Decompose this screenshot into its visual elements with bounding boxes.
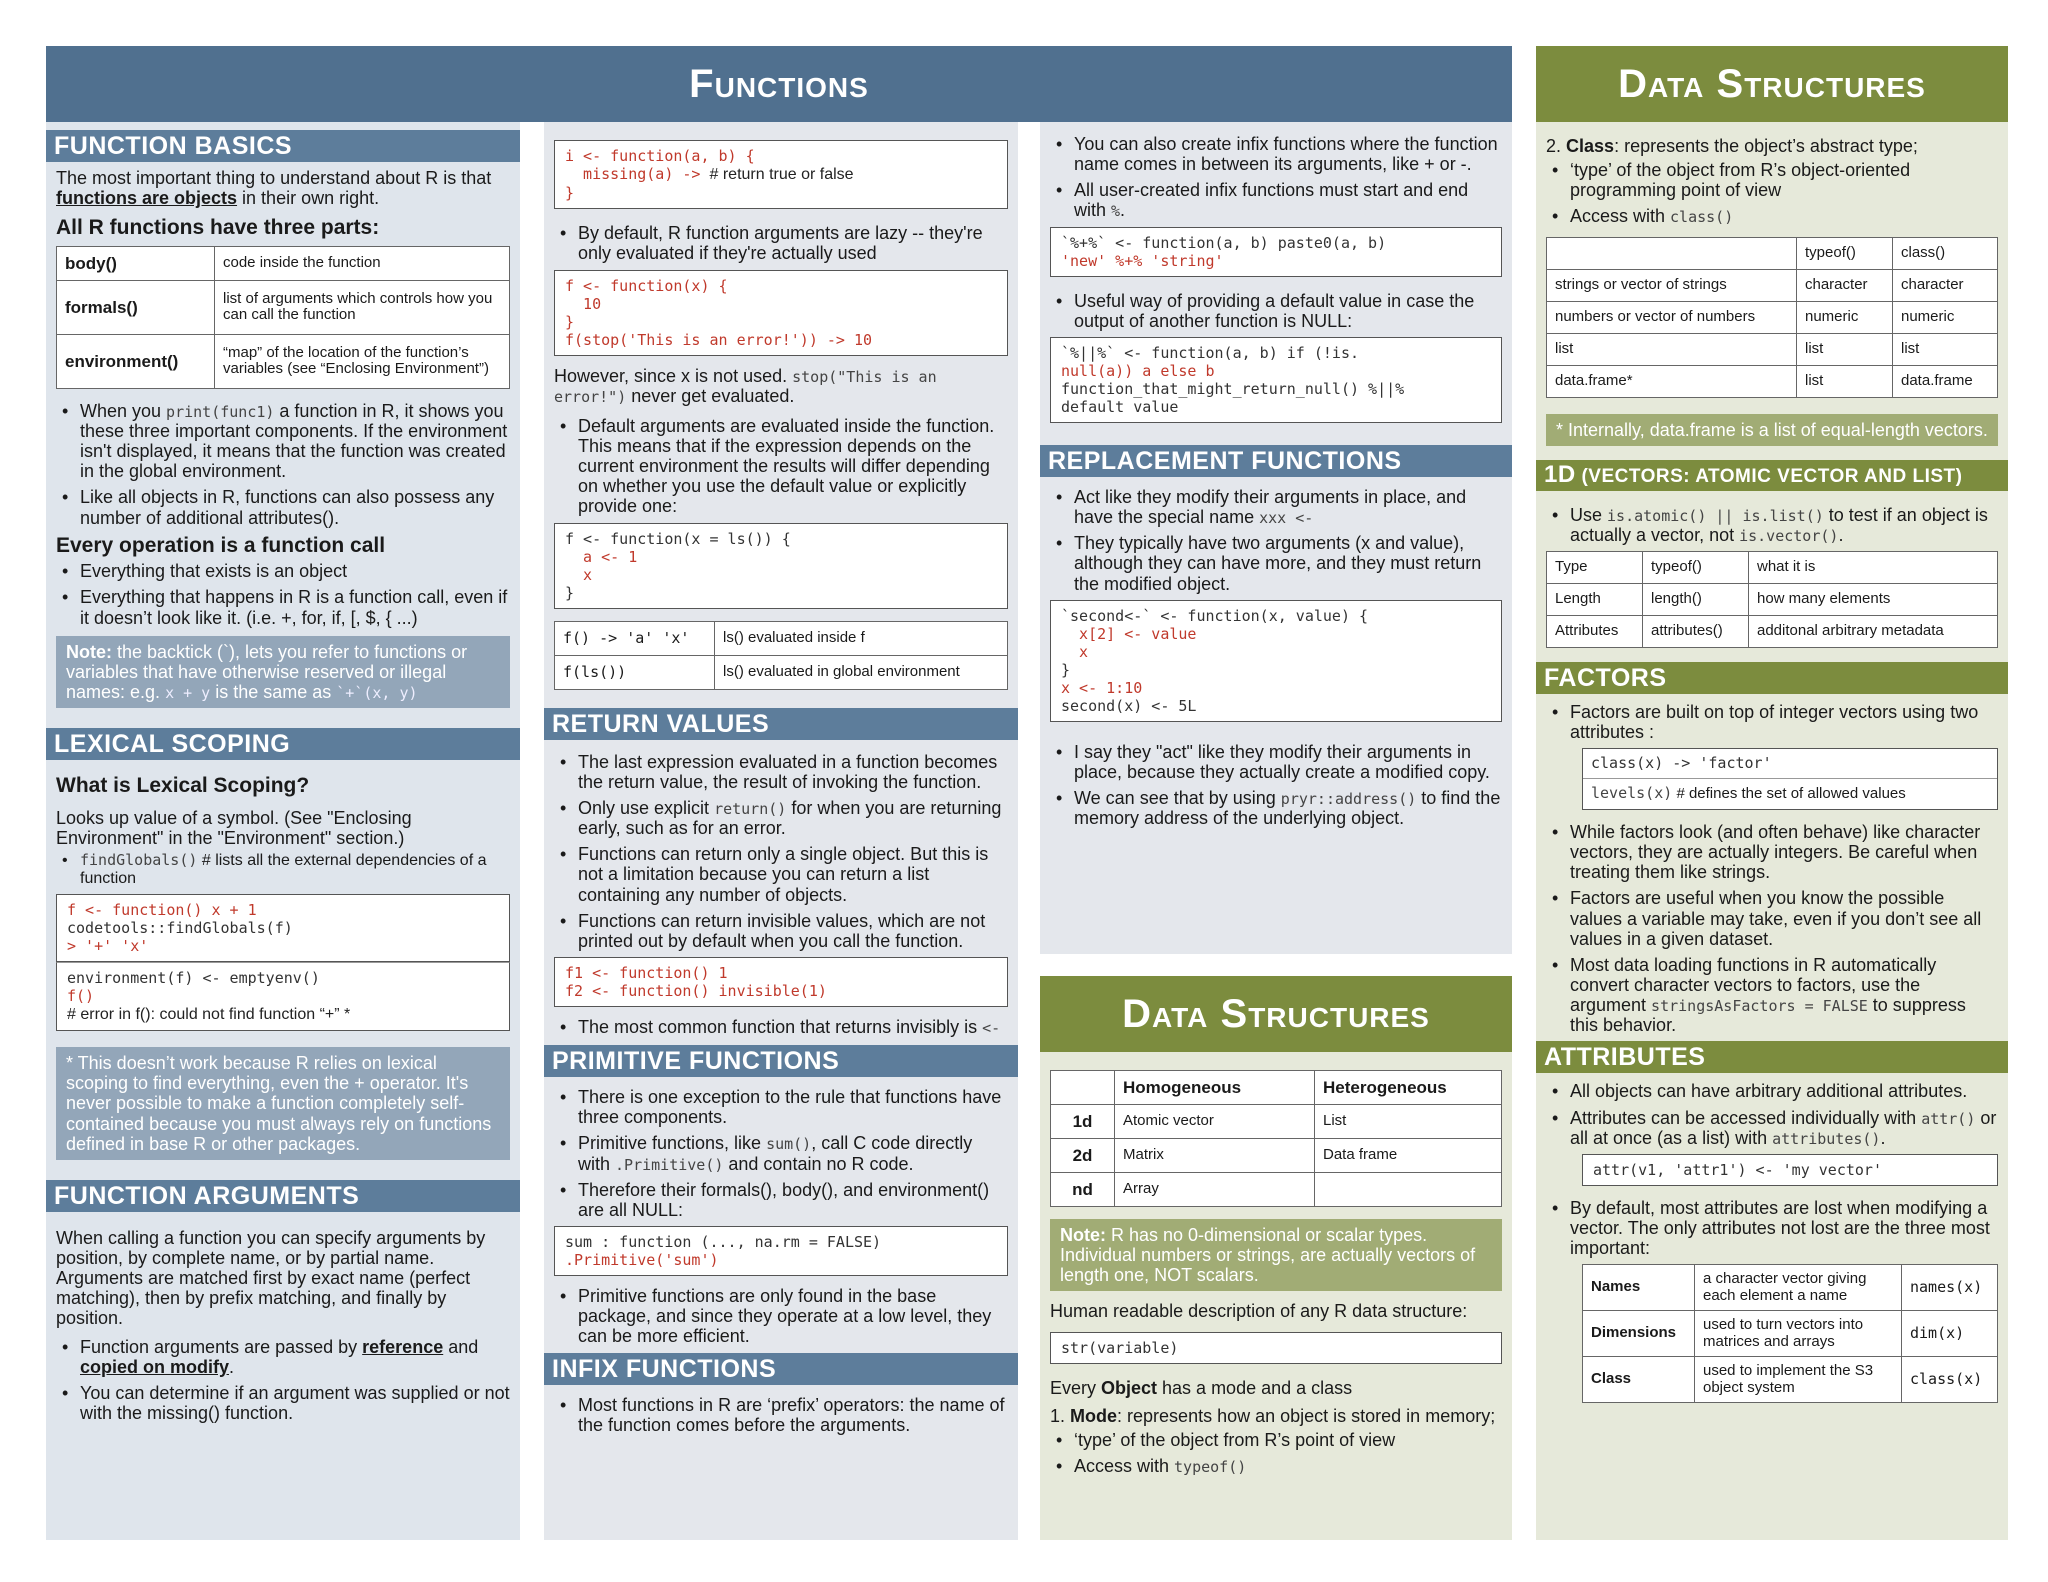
code-block: f1 <- function() 1 f2 <- function() invisible(1) <box>554 957 1008 1007</box>
three-parts-heading: All R functions have three parts: <box>56 216 380 240</box>
table-row: Type typeof() what it is <box>1547 551 1998 583</box>
list-item: • Most data loading functions in R automatically convert character vectors to factors, use the argument stringsAsFactors = FALSE to suppress this behavior. <box>1546 955 1998 1036</box>
table-row: Length length() how many elements <box>1547 583 1998 615</box>
basics-intro: The most important thing to understand about R is that functions are objects in their own right. <box>56 168 492 209</box>
list-item: • Factors are useful when you know the possible values a variable may take, even if you don’t see all values in a given dataset. <box>1546 888 1998 948</box>
list-item: • Only use explicit return() for when you are returning early, such as for an error. <box>554 798 1008 838</box>
code-line: class(x) -> 'factor' <box>1583 749 1997 779</box>
code-block: f <- function(x) { 10 } f(stop('This is an error!')) -> 10 <box>554 270 1008 356</box>
factor-code-table <box>1582 748 1998 810</box>
list-item: • findGlobals() # lists all the external dependencies of a function <box>56 852 510 888</box>
table-row: 1d Atomic vector List <box>1051 1105 1502 1139</box>
list-item: • Function arguments are passed by reference and copied on modify. <box>56 1337 510 1377</box>
list-item: • Functions can return invisible values, which are not printed out by default when you call the function. <box>554 911 1008 951</box>
return-values-header: RETURN VALUES <box>544 708 1018 740</box>
code-block: `%+%` <- function(a, b) paste0(a, b) 'new' %+% 'string' <box>1050 227 1502 277</box>
list-item: • Therefore their formals(), body(), and environment() are all NULL: <box>554 1180 1008 1220</box>
column-4 <box>1536 122 2008 1540</box>
mode-text: 1. Mode: represents how an object is stored in memory; <box>1050 1405 1496 1426</box>
table-row: Names a character vector giving each element a name names(x) <box>1583 1265 1998 1311</box>
factors-header: FACTORS <box>1536 662 2008 694</box>
list-item: • We can see that by using pryr::address() to find the memory address of the underlying object. <box>1050 788 1502 828</box>
attributes-header: ATTRIBUTES <box>1536 1041 2008 1073</box>
list-item: • The most common function that returns invisibly is <- <box>554 1017 1008 1037</box>
list-item: • By default, R function arguments are lazy -- they're only evaluated if they're actually used <box>554 223 1008 263</box>
typeof-class-table <box>1546 237 1998 398</box>
lexical-note: * This doesn’t work because R relies on lexical scoping to find everything, even the + operator. It's never possible to make a function completely self-contained because you must always rely on functions defined in base R or other packages. <box>56 1047 510 1160</box>
column-3-top <box>1040 122 1512 954</box>
data-structures-banner-2: Data Structures <box>1040 976 1512 1052</box>
function-basics-header: FUNCTION BASICS <box>46 130 520 162</box>
list-item: • Default arguments are evaluated inside the function. This means that if the expression depends on the current environment the results will differ depending on whether you use the default value or explicitly provide one: <box>554 416 1008 517</box>
operation-heading: Every operation is a function call <box>56 533 386 557</box>
list-item: • Act like they modify their arguments in place, and have the special name xxx <- <box>1050 487 1502 527</box>
column-1 <box>46 122 520 1540</box>
table-row: Attributes attributes() additonal arbitrary metadata <box>1547 615 1998 647</box>
list-item: • While factors look (and often behave) like character vectors, they are actually integers. Be careful when treating them like strings. <box>1546 822 1998 882</box>
list-item: • Access with typeof() <box>1050 1456 1502 1476</box>
list-item: • Everything that happens in R is a function call, even if it doesn’t look like it. (i.e. +, for, if, [, $, { ...) <box>56 587 510 627</box>
code-line: levels(x) # defines the set of allowed values <box>1591 784 1906 803</box>
table-row: numbers or vector of numbers numeric numeric <box>1547 301 1998 333</box>
list-item: • When you print(func1) a function in R, it shows you these three important components. If the environment isn't displayed, it means that the function was created in the global environment. <box>56 401 510 482</box>
table-row: typeof() class() <box>1547 237 1998 269</box>
list-item: • ‘type’ of the object from R’s object-oriented programming point of view <box>1546 160 1998 200</box>
list-item: • ‘type’ of the object from R’s point of view <box>1050 1430 1502 1450</box>
list-item: • Primitive functions, like sum(), call C code directly with .Primitive() and contain no R code. <box>554 1133 1008 1173</box>
lexical-question: What is Lexical Scoping? <box>56 774 310 798</box>
list-item: • I say they "act" like they modify their arguments in place, because they actually create a modified copy. <box>1050 742 1502 782</box>
code-block: f <- function() x + 1 codetools::findGlobals(f) > '+' 'x' <box>56 894 510 962</box>
infix-functions-header: INFIX FUNCTIONS <box>544 1353 1018 1385</box>
list-item: • Primitive functions are only found in the base package, and since they operate at a low level, they can be more efficient. <box>554 1286 1008 1346</box>
human-readable-text: Human readable description of any R data structure: <box>1050 1301 1468 1322</box>
code-block: f <- function(x = ls()) { a <- 1 x } <box>554 523 1008 609</box>
list-item: • By default, most attributes are lost when modifying a vector. The only attributes not lost are the three most important: <box>1546 1198 1998 1258</box>
arguments-description: When calling a function you can specify arguments by position, by complete name, or by partial name. Arguments are matched first by exact name (perfect matching), then by prefix matching, and finally by position. <box>56 1227 486 1329</box>
table-row: strings or vector of strings character character <box>1547 269 1998 301</box>
code-block: environment(f) <- emptyenv() f() # error in f(): could not find function “+” * <box>56 962 510 1031</box>
table-row: data.frame* list data.frame <box>1547 365 1998 397</box>
list-item: • Like all objects in R, functions can also possess any number of additional attributes(). <box>56 487 510 527</box>
list-item: • All objects can have arbitrary additional attributes. <box>1546 1081 1998 1101</box>
function-arguments-header: FUNCTION ARGUMENTS <box>46 1180 520 1212</box>
code-block: sum : function (..., na.rm = FALSE) .Primitive('sum') <box>554 1226 1008 1276</box>
table-row: environment() “map” of the location of the function’s variables (see “Enclosing Environment”) <box>57 334 510 388</box>
code-block: i <- function(a, b) { missing(a) -> # return true or false } <box>554 140 1008 209</box>
code-block: `%||%` <- function(a, b) if (!is. null(a)) a else b function_that_might_return_null() %||% default value <box>1050 337 1502 423</box>
table-row: body() code inside the function <box>57 246 510 280</box>
vectors-header: 1D (VECTORS: ATOMIC VECTOR AND LIST) <box>1536 460 2008 491</box>
table-row: formals() list of arguments which controls how you can call the function <box>57 280 510 334</box>
column-2 <box>544 122 1018 1540</box>
backtick-note: Note: the backtick (`), lets you refer to functions or variables that have otherwise reserved or illegal names: e.g. x + y is the same as `+`(x, y) <box>56 636 510 708</box>
list-item: • Useful way of providing a default value in case the output of another function is NULL: <box>1050 291 1502 331</box>
preserved-attributes-table <box>1582 1264 1998 1403</box>
table-row: Homogeneous Heterogeneous <box>1051 1071 1502 1105</box>
however-text: However, since x is not used. stop("This is an error!") never get evaluated. <box>554 365 937 406</box>
list-item: • Access with class() <box>1546 206 1998 226</box>
lexical-scoping-header: LEXICAL SCOPING <box>46 728 520 760</box>
list-item: • You can determine if an argument was supplied or not with the missing() function. <box>56 1383 510 1423</box>
list-item: • Most functions in R are ‘prefix’ operators: the name of the function comes before the arguments. <box>554 1395 1008 1435</box>
functions-banner: Functions <box>46 46 1512 122</box>
primitive-functions-header: PRIMITIVE FUNCTIONS <box>544 1045 1018 1077</box>
dataframe-note: * Internally, data.frame is a list of equal-length vectors. <box>1546 414 1998 446</box>
column-3-bottom <box>1040 1052 1512 1540</box>
table-row: 2d Matrix Data frame <box>1051 1139 1502 1173</box>
replacement-functions-header: REPLACEMENT FUNCTIONS <box>1040 445 1512 477</box>
code-block: attr(v1, 'attr1') <- 'my vector' <box>1582 1154 1998 1186</box>
code-block: `second<-` <- function(x, value) { x[2] <- value x } x <- 1:10 second(x) <- 5L <box>1050 600 1502 722</box>
list-item: • All user-created infix functions must start and end with %. <box>1050 180 1502 220</box>
every-object-text: Every Object has a mode and a class <box>1050 1377 1353 1398</box>
table-row: f() -> 'a' 'x' ls() evaluated inside f <box>555 621 1008 655</box>
ls-table <box>554 621 1008 690</box>
list-item: • The last expression evaluated in a function becomes the return value, the result of invoking the function. <box>554 752 1008 792</box>
lexical-description: Looks up value of a symbol. (See "Enclosing Environment" in the "Environment" section.) <box>56 807 412 848</box>
list-item: • You can also create infix functions where the function name comes in between its arguments, like + or -. <box>1050 134 1502 174</box>
table-row: list list list <box>1547 333 1998 365</box>
three-parts-table <box>56 246 510 389</box>
table-row: Class used to implement the S3 object system class(x) <box>1583 1357 1998 1403</box>
class-text: 2. Class: represents the object’s abstract type; <box>1546 136 1918 156</box>
scalar-note: Note: R has no 0-dimensional or scalar types. Individual numbers or strings, are actually vectors of length one, NOT scalars. <box>1050 1219 1502 1291</box>
vector-properties-table <box>1546 551 1998 648</box>
table-row: nd Array <box>1051 1173 1502 1207</box>
list-item: • Factors are built on top of integer vectors using two attributes : <box>1546 702 1998 742</box>
list-item: • They typically have two arguments (x and value), although they can have more, and they must return the modified object. <box>1050 533 1502 593</box>
table-row: f(ls()) ls() evaluated in global environment <box>555 655 1008 689</box>
dimension-table <box>1050 1070 1502 1207</box>
list-item: • Attributes can be accessed individually with attr() or all at once (as a list) with attributes(). <box>1546 1108 1998 1148</box>
list-item: • There is one exception to the rule that functions have three components. <box>554 1087 1008 1127</box>
table-row: Dimensions used to turn vectors into matrices and arrays dim(x) <box>1583 1311 1998 1357</box>
list-item: • Functions can return only a single object. But this is not a limitation because you can return a list containing any number of objects. <box>554 844 1008 904</box>
list-item: • Use is.atomic() || is.list() to test if an object is actually a vector, not is.vector(). <box>1546 505 1998 545</box>
code-block: str(variable) <box>1050 1332 1502 1364</box>
list-item: • Everything that exists is an object <box>56 561 510 581</box>
data-structures-banner: Data Structures <box>1536 46 2008 122</box>
